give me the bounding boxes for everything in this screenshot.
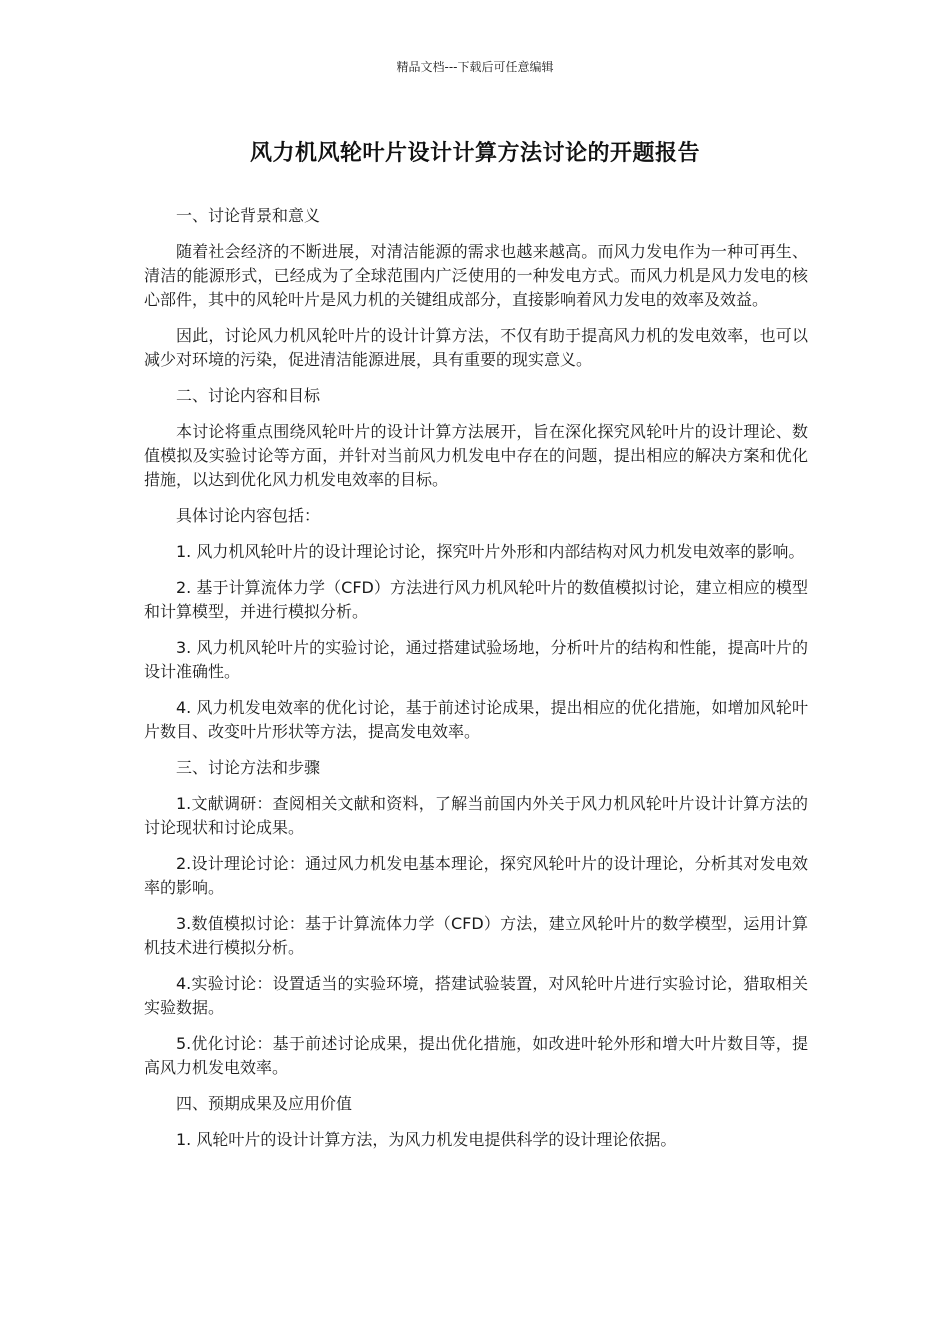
- list-item: 2.设计理论讨论：通过风力机发电基本理论，探究风轮叶片的设计理论，分析其对发电效率的影响。: [144, 854, 808, 897]
- list-item: 2. 基于计算流体力学（CFD）方法进行风力机风轮叶片的数值模拟讨论，建立相应的模型和计算模型，并进行模拟分析。: [144, 578, 808, 621]
- section-heading-background: 一、讨论背景和意义: [176, 206, 321, 225]
- document-body: [144, 204, 808, 1164]
- section-heading-expected-results: 四、预期成果及应用价值: [176, 1094, 353, 1113]
- paragraph: 随着社会经济的不断进展，对清洁能源的需求也越来越高。而风力发电作为一种可再生、清洁的能源形式，已经成为了全球范围内广泛使用的一种发电方式。而风力机是风力发电的核心部件，其中的风轮叶片是风力机的关键组成部分，直接影响着风力发电的效率及效益。: [144, 242, 808, 309]
- list-item: 3. 风力机风轮叶片的实验讨论，通过搭建试验场地，分析叶片的结构和性能，提高叶片的设计准确性。: [144, 638, 808, 681]
- list-item: 1. 风轮叶片的设计计算方法，为风力机发电提供科学的设计理论依据。: [176, 1130, 677, 1149]
- section-heading-methods: 三、讨论方法和步骤: [176, 758, 321, 777]
- list-item: 3.数值模拟讨论：基于计算流体力学（CFD）方法，建立风轮叶片的数学模型，运用计算机技术进行模拟分析。: [144, 914, 808, 957]
- section-heading-content-goals: 二、讨论内容和目标: [176, 386, 321, 405]
- header-note: 精品文档---下载后可任意编辑: [396, 60, 554, 74]
- paragraph: 因此，讨论风力机风轮叶片的设计计算方法，不仅有助于提高风力机的发电效率，也可以减少对环境的污染，促进清洁能源进展，具有重要的现实意义。: [144, 326, 808, 369]
- list-item: 1. 风力机风轮叶片的设计理论讨论，探究叶片外形和内部结构对风力机发电效率的影响。: [176, 542, 805, 561]
- list-item: 4.实验讨论：设置适当的实验环境，搭建试验装置，对风轮叶片进行实验讨论，猎取相关实验数据。: [144, 974, 808, 1017]
- list-item: 1.文献调研：查阅相关文献和资料，了解当前国内外关于风力机风轮叶片设计计算方法的讨论现状和讨论成果。: [144, 794, 808, 837]
- document-title: 风力机风轮叶片设计计算方法讨论的开题报告: [249, 141, 700, 166]
- list-item: 4. 风力机发电效率的优化讨论，基于前述讨论成果，提出相应的优化措施，如增加风轮叶片数目、改变叶片形状等方法，提高发电效率。: [144, 698, 808, 741]
- paragraph: 本讨论将重点围绕风轮叶片的设计计算方法展开，旨在深化探究风轮叶片的设计理论、数值模拟及实验讨论等方面，并针对当前风力机发电中存在的问题，提出相应的解决方案和优化措施，以达到优化风力机发电效率的目标。: [144, 422, 808, 489]
- paragraph: 具体讨论内容包括：: [176, 506, 321, 525]
- list-item: 5.优化讨论：基于前述讨论成果，提出优化措施，如改进叶轮外形和增大叶片数目等，提高风力机发电效率。: [144, 1034, 808, 1077]
